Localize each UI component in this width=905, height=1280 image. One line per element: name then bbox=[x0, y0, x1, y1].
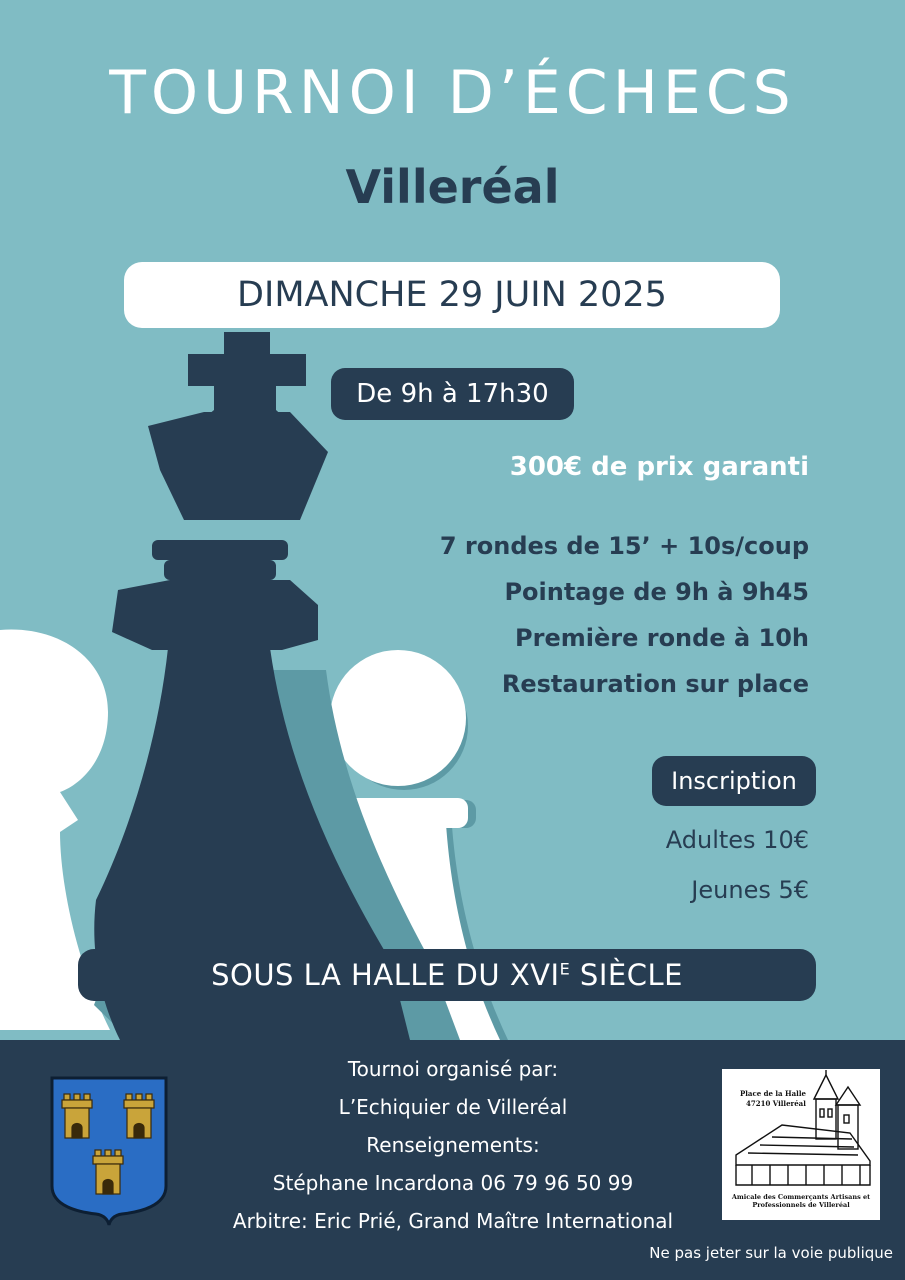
detail-catering: Restauration sur place bbox=[501, 670, 809, 698]
tournament-details bbox=[440, 528, 809, 712]
logo-address-line2: 47210 Villeréal bbox=[746, 1099, 806, 1108]
arbiter: Arbitre: Eric Prié, Grand Maître International bbox=[232, 1209, 674, 1233]
registration-label: Inscription bbox=[671, 767, 797, 795]
venue-superscript: E bbox=[559, 959, 571, 979]
event-hours bbox=[331, 368, 574, 420]
contact-phone: Stéphane Incardona 06 79 96 50 99 bbox=[272, 1171, 634, 1195]
venue-prefix: SOUS LA HALLE DU XVI bbox=[211, 958, 560, 992]
litter-notice: Ne pas jeter sur la voie publique bbox=[649, 1244, 893, 1262]
info-heading: Renseignements: bbox=[366, 1133, 540, 1157]
registration-badge bbox=[652, 756, 816, 806]
organizer-info bbox=[170, 1050, 736, 1240]
venue-banner bbox=[78, 949, 816, 1001]
event-hours-text: De 9h à 17h30 bbox=[356, 379, 549, 409]
town-name: Villeréal bbox=[345, 160, 560, 214]
organizer-heading: Tournoi organisé par: bbox=[347, 1057, 559, 1081]
detail-first-round: Première ronde à 10h bbox=[515, 624, 809, 652]
logo-association-name: Amicale des Commerçants Artisans et Professionnels de Villeréal bbox=[731, 1193, 871, 1209]
organizer-club: L’Echiquier de Villeréal bbox=[338, 1095, 568, 1119]
price-adults: Adultes 10€ bbox=[665, 826, 809, 854]
detail-rounds: 7 rondes de 15’ + 10s/coup bbox=[439, 532, 809, 560]
event-date-text: DIMANCHE 29 JUIN 2025 bbox=[237, 275, 667, 315]
prize-text: 300€ de prix garanti bbox=[509, 452, 809, 482]
venue-suffix: SIÈCLE bbox=[570, 958, 683, 992]
price-youth: Jeunes 5€ bbox=[691, 876, 809, 904]
event-date bbox=[124, 262, 780, 328]
detail-check-in: Pointage de 9h à 9h45 bbox=[504, 578, 809, 606]
coat-of-arms-icon bbox=[50, 1076, 168, 1226]
market-hall-logo-icon bbox=[722, 1069, 880, 1220]
logo-address-line1: Place de la Halle bbox=[740, 1089, 806, 1098]
venue-text bbox=[211, 958, 683, 992]
poster-title: TOURNOI D’ÉCHECS bbox=[109, 58, 796, 128]
